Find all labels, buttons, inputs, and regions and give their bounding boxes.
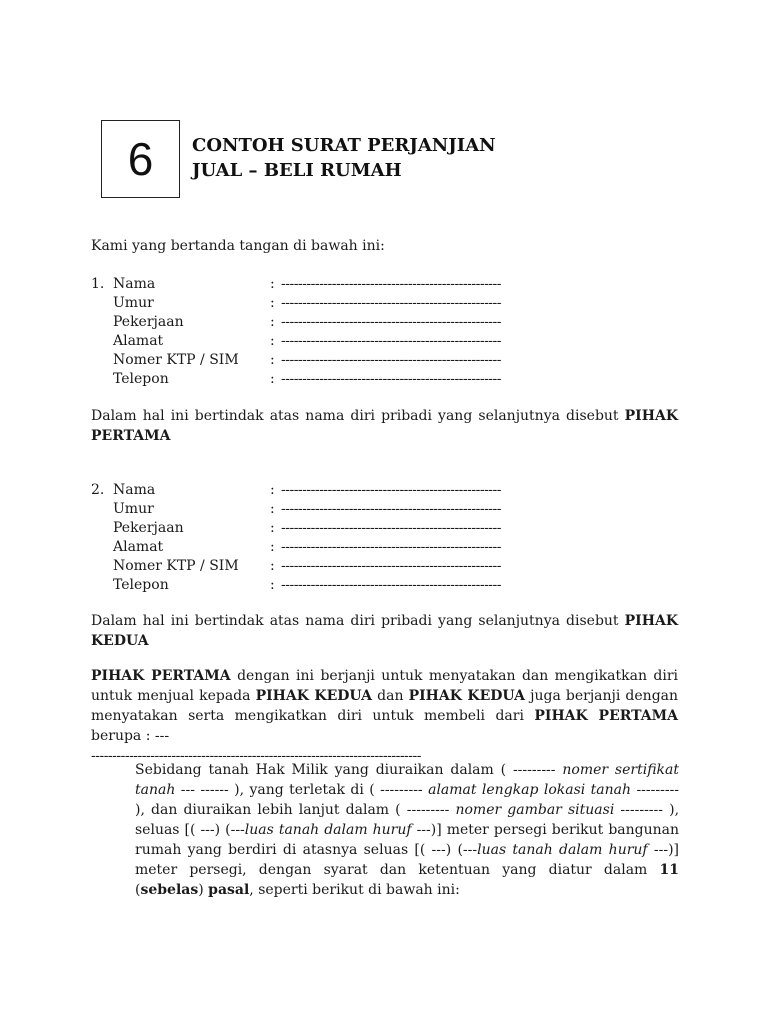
property-italic-5: luas tanah dalam huruf	[477, 842, 648, 858]
field-blank: ----------------------------------------------------	[281, 520, 501, 536]
property-description	[135, 760, 679, 900]
agreement-text-4: berupa : ---	[91, 728, 170, 744]
field-blank: ----------------------------------------------------	[281, 577, 501, 593]
field-colon: :	[270, 558, 275, 574]
property-text-3: --------- ), dan diuraikan lebih lanjut dalam ( ---------	[135, 782, 680, 818]
intro-text: Kami yang bertanda tangan di bawah ini:	[91, 238, 385, 254]
property-text-4: --------- ), seluas [( ---) (---	[135, 802, 680, 838]
field-label: Umur	[113, 501, 154, 517]
property-italic-2: alamat lengkap lokasi tanah	[428, 782, 632, 798]
party-2-number: 2.	[91, 482, 105, 498]
property-text-9: , seperti berikut di bawah ini:	[249, 882, 460, 898]
field-label: Nama	[113, 276, 156, 292]
field-blank: ----------------------------------------------------	[281, 276, 501, 292]
field-colon: :	[270, 276, 275, 292]
field-label: Pekerjaan	[113, 314, 184, 330]
field-label: Nomer KTP / SIM	[113, 352, 239, 368]
field-label: Pekerjaan	[113, 520, 184, 536]
field-colon: :	[270, 371, 275, 387]
field-blank: ----------------------------------------------------	[281, 371, 501, 387]
document-title	[192, 133, 496, 183]
statement-bold-2: KEDUA	[91, 633, 149, 649]
field-colon: :	[270, 539, 275, 555]
field-label: Telepon	[113, 577, 169, 593]
party-1-statement	[91, 406, 678, 446]
property-text-5: ---)] meter persegi berikut bangunan rumah yang berdiri di atasnya seluas [( ---) (---	[135, 822, 680, 858]
property-text-8: )	[198, 882, 204, 898]
field-blank: ----------------------------------------------------	[281, 333, 501, 349]
field-colon: :	[270, 352, 275, 368]
field-blank: ----------------------------------------------------	[281, 482, 501, 498]
field-label: Alamat	[113, 539, 164, 555]
agreement-text-3: juga berjanji dengan menyatakan serta mengikatkan diri untuk membeli dari	[91, 688, 679, 724]
field-blank: ----------------------------------------------------	[281, 501, 501, 517]
agreement-bold-4: PIHAK PERTAMA	[534, 708, 679, 724]
agreement-text-1: dengan ini berjanji untuk menyatakan dan mengikatkan diri untuk menjual kepada	[91, 668, 679, 704]
field-colon: :	[270, 520, 275, 536]
statement-text: Dalam hal ini bertindak atas nama diri pribadi yang selanjutnya disebut	[91, 613, 619, 629]
property-bold-1: 11	[659, 862, 679, 878]
property-italic-1: nomer sertifikat tanah	[135, 762, 679, 798]
agreement-text-2: dan	[377, 688, 404, 704]
agreement-trailing-dashes: ------------------------------------------------------------------------------	[91, 748, 421, 764]
property-text-2: --- ------ ), yang terletak di ( ---------	[180, 782, 423, 798]
statement-bold-2: PERTAMA	[91, 428, 171, 444]
chapter-number: 6	[127, 133, 154, 185]
field-label: Nomer KTP / SIM	[113, 558, 239, 574]
field-colon: :	[270, 333, 275, 349]
field-colon: :	[270, 314, 275, 330]
field-blank: ----------------------------------------------------	[281, 314, 501, 330]
statement-bold: PIHAK	[624, 408, 678, 424]
field-colon: :	[270, 501, 275, 517]
party-2-statement	[91, 611, 678, 651]
field-label: Alamat	[113, 333, 164, 349]
field-label: Telepon	[113, 371, 169, 387]
property-text-7: (	[135, 882, 141, 898]
title-line-2: JUAL – BELI RUMAH	[192, 160, 402, 181]
property-text-1: Sebidang tanah Hak Milik yang diuraikan dalam ( ---------	[135, 762, 556, 778]
party-1-number: 1.	[91, 276, 105, 292]
field-blank: ----------------------------------------------------	[281, 539, 501, 555]
agreement-bold-2: PIHAK KEDUA	[255, 688, 373, 704]
field-blank: ----------------------------------------------------	[281, 352, 501, 368]
statement-text: Dalam hal ini bertindak atas nama diri pribadi yang selanjutnya disebut	[91, 408, 619, 424]
field-blank: ----------------------------------------------------	[281, 295, 501, 311]
field-blank: ----------------------------------------------------	[281, 558, 501, 574]
field-colon: :	[270, 577, 275, 593]
chapter-number-box	[101, 120, 180, 198]
agreement-bold-3: PIHAK KEDUA	[408, 688, 526, 704]
field-colon: :	[270, 295, 275, 311]
field-label: Nama	[113, 482, 156, 498]
property-italic-4: luas tanah dalam huruf	[244, 822, 412, 838]
property-italic-3: nomer gambar situasi	[455, 802, 615, 818]
property-bold-2: sebelas	[140, 882, 199, 898]
title-line-1: CONTOH SURAT PERJANJIAN	[192, 135, 496, 156]
property-text-6: ---)] meter persegi, dengan syarat dan ketentuan yang diatur dalam	[135, 842, 679, 878]
field-colon: :	[270, 482, 275, 498]
agreement-paragraph	[91, 666, 678, 766]
agreement-bold-1: PIHAK PERTAMA	[91, 668, 231, 684]
property-bold-3: pasal	[208, 882, 250, 898]
field-label: Umur	[113, 295, 154, 311]
statement-bold: PIHAK	[624, 613, 678, 629]
